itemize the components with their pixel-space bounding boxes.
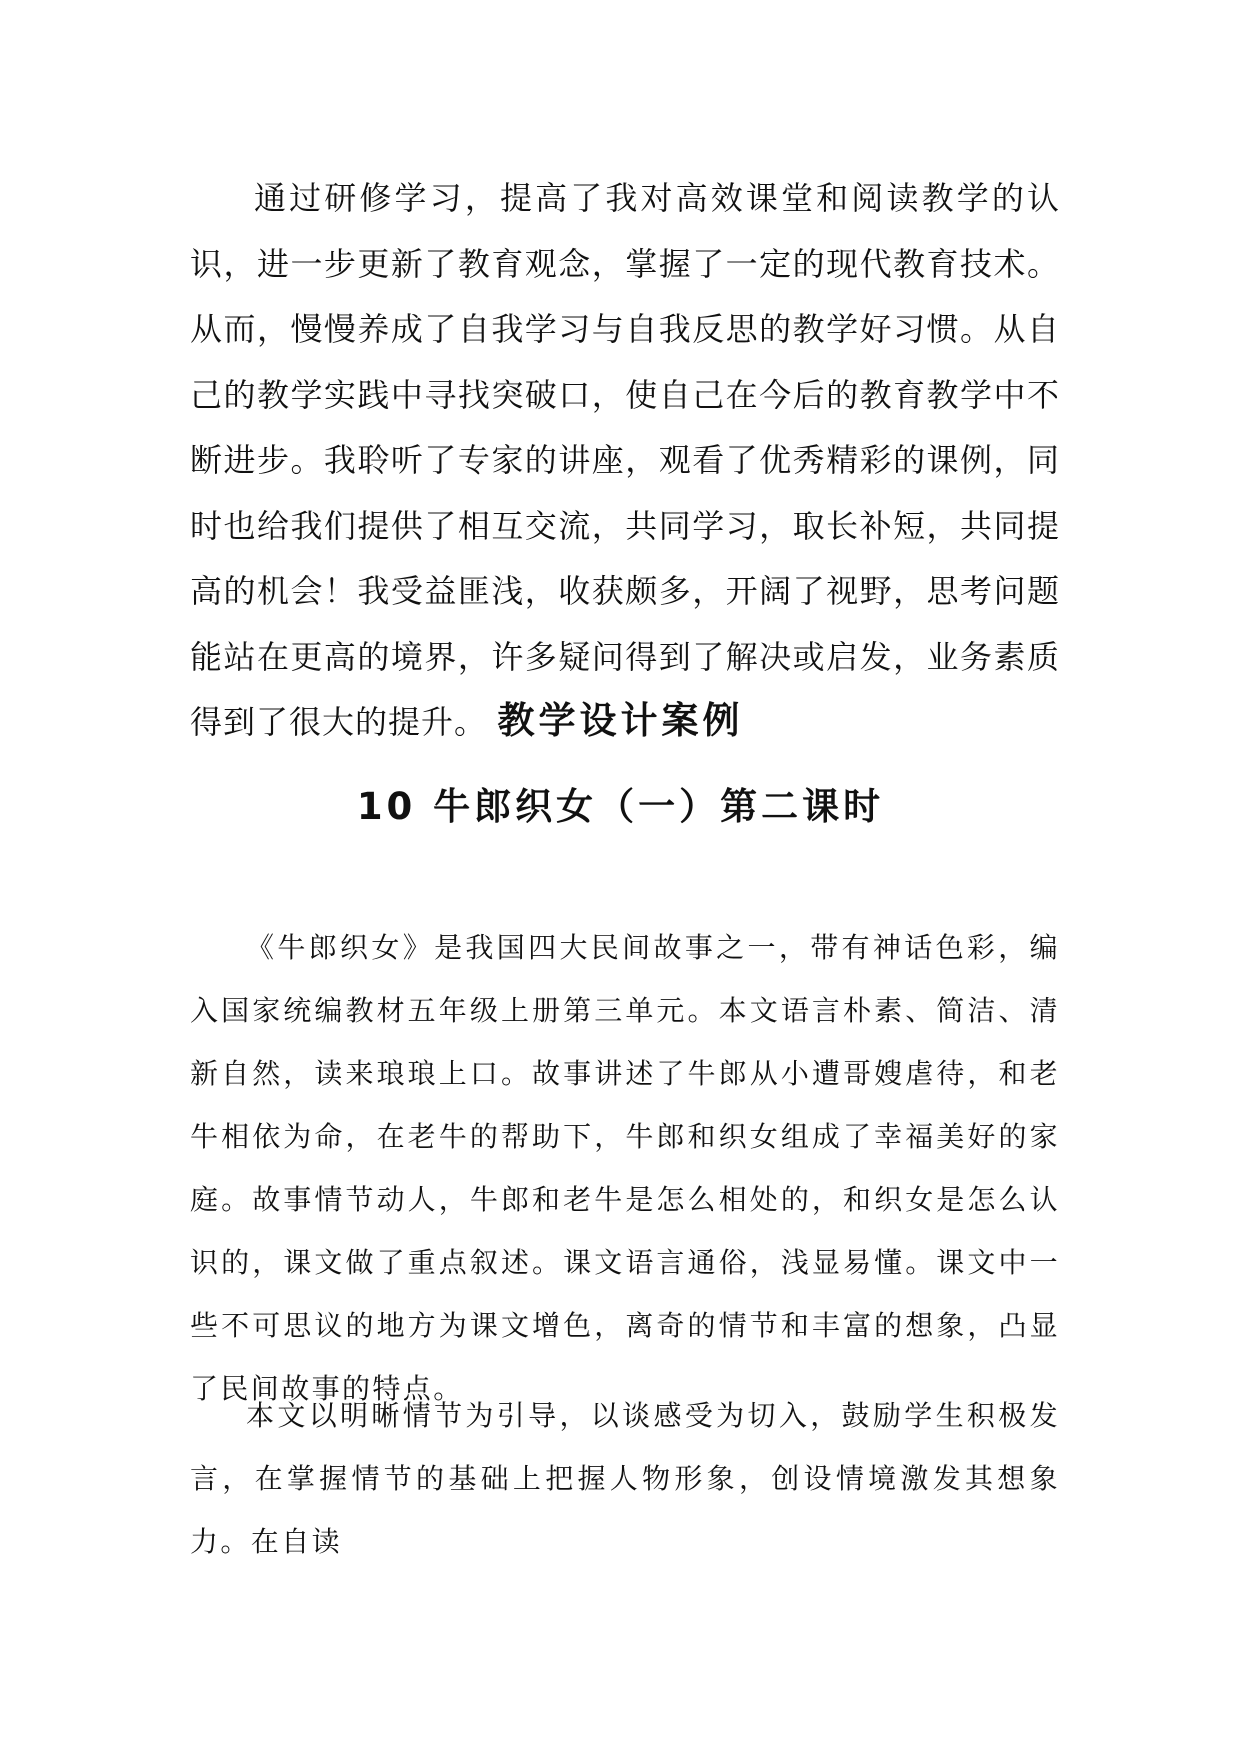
lesson-approach-paragraph: 本文以明晰情节为引导，以谈感受为切入，鼓励学生积极发言，在掌握情节的基础上把握人物形象，创设情境激发其想象力。在自读 bbox=[190, 1399, 1060, 1558]
section-title: 教学设计案例 bbox=[497, 699, 744, 742]
reflection-paragraph: 通过研修学习，提高了我对高效课堂和阅读教学的认识，进一步更新了教育观念，掌握了一定的现代教育技术。从而，慢慢养成了自我学习与自我反思的教学好习惯。从自己的教学实践中寻找突破口，使自己在今后的教育教学中不断进步。我聆听了专家的讲座，观看了优秀精彩的课例，同时也给我们提供了相互交流，共同学习，取长补短，共同提高的机会！我受益匪浅，收获颇多，开阔了视野，思考问题能站在更高的境界，许多疑问得到了解决或启发，业务素质得到了很大的提升。 bbox=[190, 179, 1060, 741]
lesson-title: 10 牛郎织女（一）第二课时 bbox=[356, 785, 885, 828]
lesson-intro-paragraph: 《牛郎织女》是我国四大民间故事之一，带有神话色彩，编入国家统编教材五年级上册第三单元。本文语言朴素、简洁、清新自然，读来琅琅上口。故事讲述了牛郎从小遭哥嫂虐待，和老牛相依为命，在老牛的帮助下，牛郎和织女组成了幸福美好的家庭。故事情节动人，牛郎和老牛是怎么相处的，和织女是怎么认识的，课文做了重点叙述。课文语言通俗，浅显易懂。课文中一些不可思议的地方为课文增色，离奇的情节和丰富的想象，凸显了民间故事的特点。 bbox=[190, 931, 1060, 1405]
